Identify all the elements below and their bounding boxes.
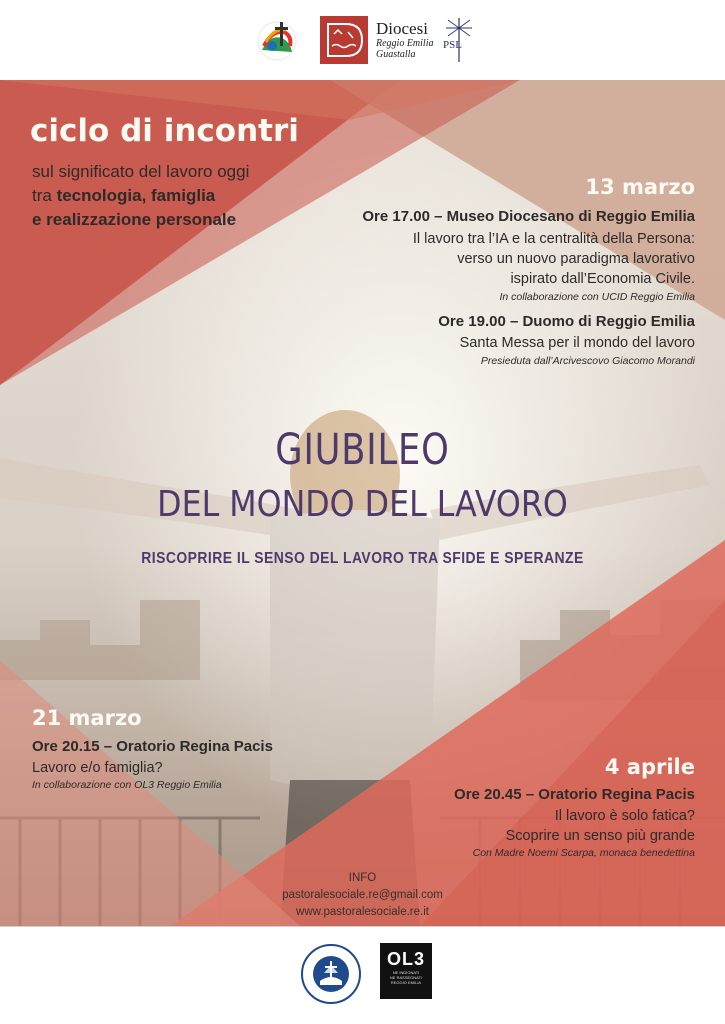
event1-date: 13 marzo	[585, 175, 695, 199]
event1-head-2: Ore 19.00 – Duomo di Reggio Emilia	[438, 313, 695, 330]
event1-line-3: ispirato dall’Economia Civile.	[510, 271, 695, 287]
header-logos	[0, 0, 725, 81]
event3-line-1: Il lavoro è solo fatica?	[554, 808, 695, 824]
info-website[interactable]: www.pastoralesociale.re.it	[296, 906, 429, 918]
event3-note: Con Madre Noemi Scarpa, monaca benedettina	[472, 847, 695, 859]
event2-line-1: Lavoro e/o famiglia?	[32, 760, 163, 776]
ol3-logo	[380, 943, 432, 999]
jubilee-logo-icon	[252, 16, 302, 66]
diocesi-subtitle-1: Reggio Emilia	[376, 38, 434, 49]
intro-line-3: e realizzazione personale	[32, 210, 237, 229]
event3-date: 4 aprile	[604, 755, 695, 779]
event1-line-4: Santa Messa per il mondo del lavoro	[459, 335, 695, 351]
event3-line-2: Scoprire un senso più grande	[505, 828, 695, 844]
ucid-logo-icon	[300, 943, 362, 1005]
footer-logos	[0, 926, 725, 1024]
tagline: RISCOPRIRE IL SENSO DEL LAVORO TRA SFIDE E SPERANZE	[141, 550, 584, 567]
event1-line-2: verso un nuovo paradigma lavorativo	[457, 251, 695, 267]
psl-label: PSL	[443, 39, 462, 51]
diocesi-name	[376, 20, 434, 60]
event2-note: In collaborazione con OL3 Reggio Emilia	[32, 779, 222, 791]
event1-head-1: Ore 17.00 – Museo Diocesano di Reggio Emilia	[362, 208, 695, 225]
psl-logo-icon	[438, 16, 480, 66]
event1-line-1: Il lavoro tra l’IA e la centralità della Persona:	[412, 231, 695, 247]
intro-line-2	[32, 184, 215, 208]
ol3-label: OL3	[386, 949, 425, 969]
event1-note-2: Presieduta dall’Arcivescovo Giacomo Morandi	[480, 355, 695, 367]
diocesi-title: Diocesi	[376, 19, 428, 38]
intro-line-2-prefix: tra	[32, 186, 57, 205]
intro-line-1: sul significato del lavoro oggi	[32, 162, 250, 181]
event2-head: Ore 20.15 – Oratorio Regina Pacis	[32, 738, 273, 755]
diocesi-subtitle-2: Guastalla	[376, 49, 416, 60]
diocesi-logo-icon	[320, 16, 368, 64]
main-title: GIUBILEO	[275, 425, 450, 475]
info-label: INFO	[348, 872, 377, 884]
event1-note-1: In collaborazione con UCID Reggio Emilia	[499, 291, 695, 303]
event2-date: 21 marzo	[32, 706, 142, 730]
main-subtitle: DEL MONDO DEL LAVORO	[157, 484, 568, 525]
cycle-title: ciclo di incontri	[30, 113, 299, 149]
info-email[interactable]: pastoralesociale.re@gmail.com	[282, 889, 443, 901]
ol3-sub-2: NE RASSEGNATI	[389, 975, 423, 980]
poster-body	[0, 80, 725, 926]
intro-line-2-bold: tecnologia, famiglia	[56, 186, 216, 205]
ol3-sub-3: REGGIO EMILIA	[390, 980, 422, 985]
ol3-sub-1: NE INDIGNATI	[392, 970, 420, 975]
event3-head: Ore 20.45 – Oratorio Regina Pacis	[454, 786, 695, 803]
